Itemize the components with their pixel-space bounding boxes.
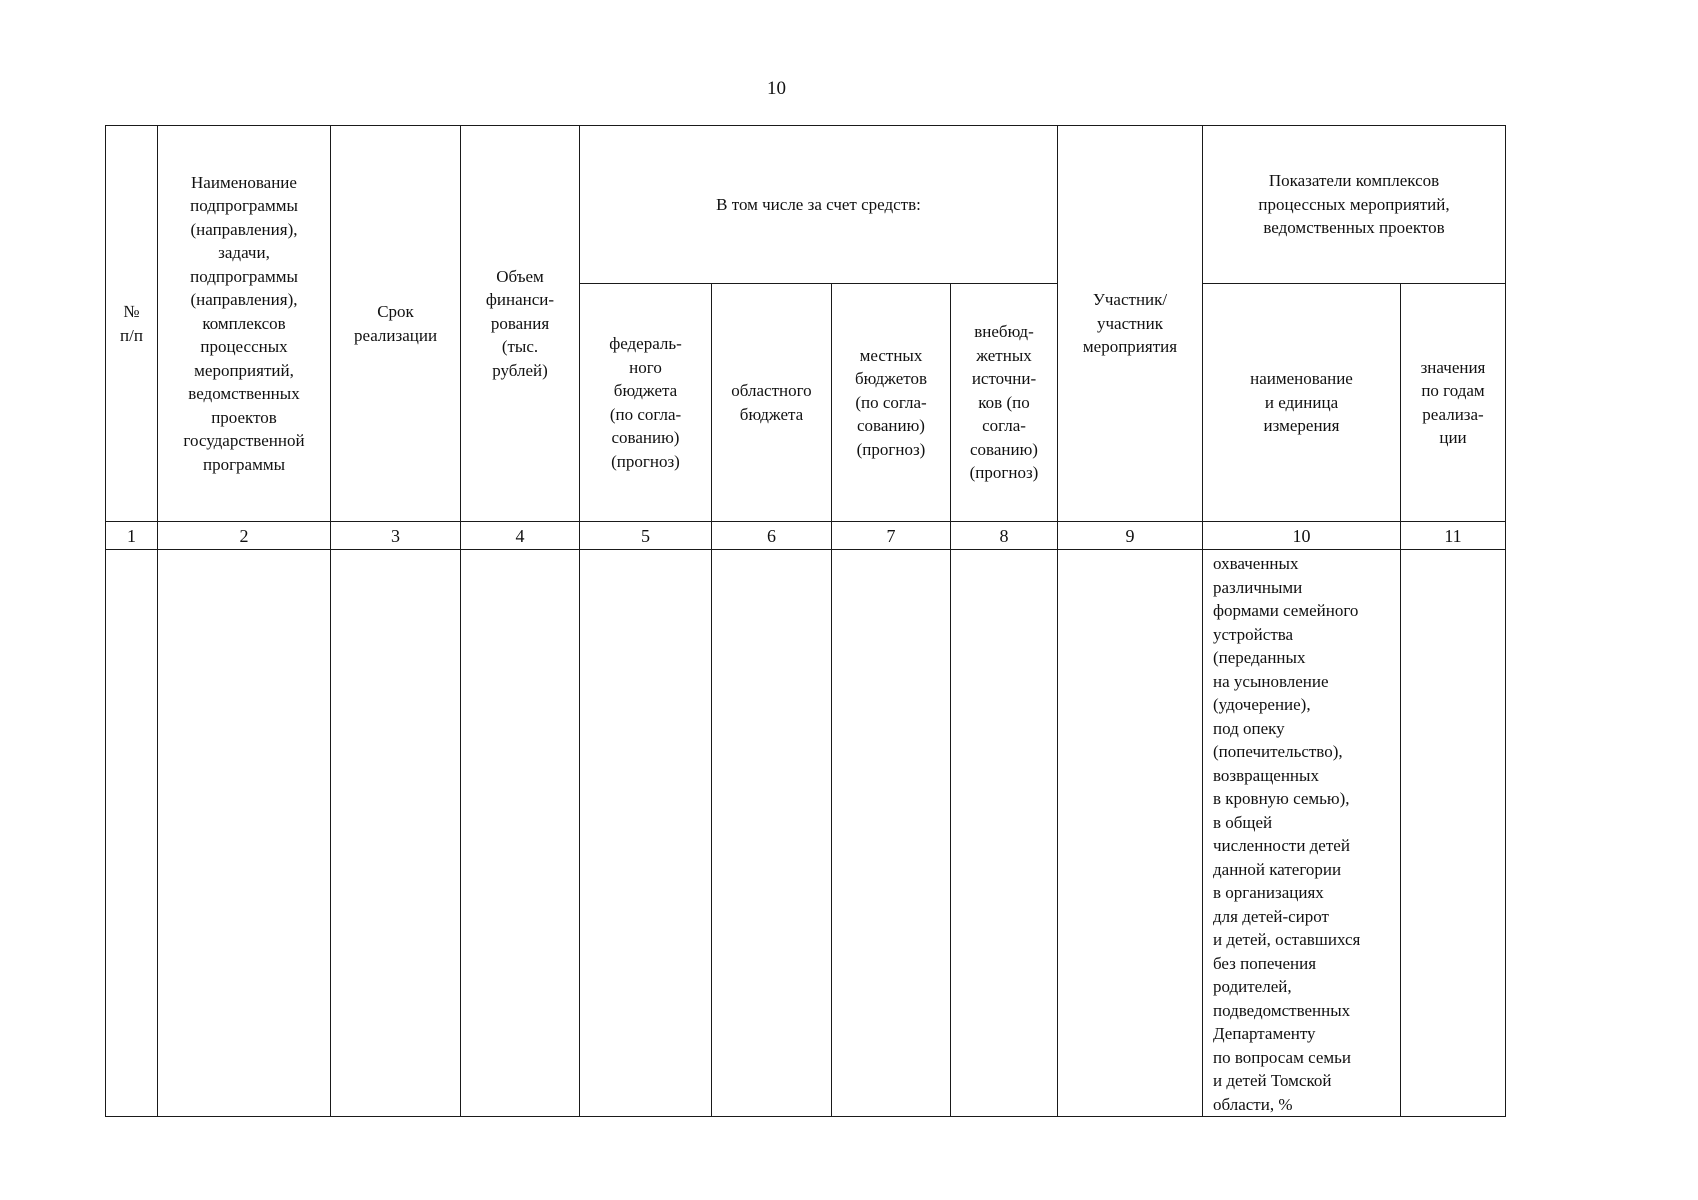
- header-including-funds: В том числе за счет средств:: [580, 126, 1058, 284]
- cell-num: [106, 550, 158, 1117]
- column-number: 5: [580, 522, 712, 550]
- column-number: 2: [158, 522, 331, 550]
- header-term: Срок реализации: [331, 126, 461, 522]
- header-local-budgets: местных бюджетов (по согла- сованию) (прогноз): [832, 284, 951, 522]
- column-number: 9: [1058, 522, 1203, 550]
- column-number: 7: [832, 522, 951, 550]
- header-extrabudget-sources: внебюд- жетных источни- ков (по согла- сованию) (прогноз): [951, 284, 1058, 522]
- cell-participant: [1058, 550, 1203, 1117]
- cell-volume: [461, 550, 580, 1117]
- cell-federal-budget: [580, 550, 712, 1117]
- column-number: 11: [1401, 522, 1506, 550]
- cell-term: [331, 550, 461, 1117]
- column-number: 6: [712, 522, 832, 550]
- header-num: № п/п: [106, 126, 158, 522]
- header-participant: Участник/ участник мероприятия: [1058, 126, 1203, 522]
- header-indicator-name: наименование и единица измерения: [1203, 284, 1401, 522]
- column-number: 10: [1203, 522, 1401, 550]
- column-number: 8: [951, 522, 1058, 550]
- cell-indicator-name: охваченных различными формами семейного устройства (переданных на усыновление (удочерение), под опеку (попечительство), возвращенных в кровную семью), в общей численности детей данной категории в организациях для детей-сирот и детей, оставшихся без попечения родителей, подведомственных Департаменту по вопросам семьи и детей Томской области, %: [1203, 550, 1401, 1117]
- header-federal-budget: федераль- ного бюджета (по согла- сованию) (прогноз): [580, 284, 712, 522]
- cell-extrabudget-sources: [951, 550, 1058, 1117]
- column-number: 4: [461, 522, 580, 550]
- header-indicators: Показатели комплексов процессных мероприятий, ведомственных проектов: [1203, 126, 1506, 284]
- column-number: 3: [331, 522, 461, 550]
- header-indicator-values: значения по годам реализа- ции: [1401, 284, 1506, 522]
- header-volume: Объем финанси- рования (тыс. рублей): [461, 126, 580, 522]
- cell-regional-budget: [712, 550, 832, 1117]
- column-number: 1: [106, 522, 158, 550]
- header-name: Наименование подпрограммы (направления), задачи, подпрограммы (направления), комплексов процессных мероприятий, ведомственных проектов государственной программы: [158, 126, 331, 522]
- cell-name: [158, 550, 331, 1117]
- cell-indicator-values: [1401, 550, 1506, 1117]
- header-regional-budget: областного бюджета: [712, 284, 832, 522]
- program-table: [105, 125, 1506, 1117]
- cell-local-budgets: [832, 550, 951, 1117]
- page-number: 10: [767, 78, 786, 99]
